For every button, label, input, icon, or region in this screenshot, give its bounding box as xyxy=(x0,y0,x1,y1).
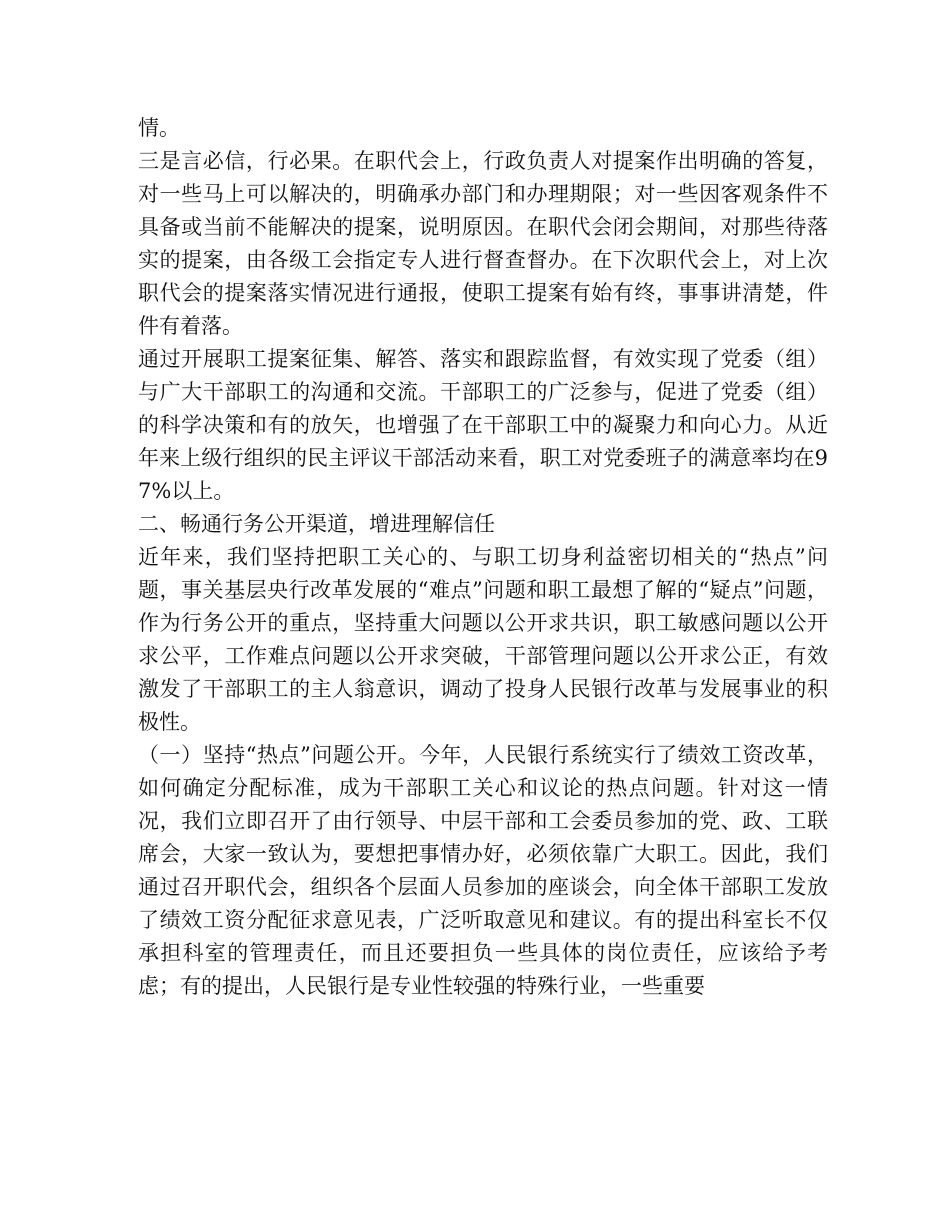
paragraph-hot-issues: （一）坚持“热点”问题公开。今年，人民银行系统实行了绩效工资改革，如何确定分配标准，成为干部职工关心和议论的热点问题。针对这一情况，我们立即召开了由行领导、中层干部和工会委员参加的党、政、工联席会，大家一致认为，要想把事情办好，必须依靠广大职工。因此，我们通过召开职代会，组织各个层面人员参加的座谈会，向全体干部职工发放了绩效工资分配征求意见表，广泛听取意见和建议。有的提出科室长不仅承担科室的管理责任，而且还要担负一些具体的岗位责任，应该给予考虑；有的提出，人民银行是专业性较强的特殊行业，一些重要 xyxy=(138,743,828,998)
paragraph-commitment: 三是言必信，行必果。在职代会上，行政负责人对提案作出明确的答复，对一些马上可以解决的，明确承办部门和办理期限；对一些因客观条件不具备或当前不能解决的提案，说明原因。在职代会闭会期间，对那些待落实的提案，由各级工会指定专人进行督查督办。在下次职代会上，对上次职代会的提案落实情况进行通报，使职工提案有始有终，事事讲清楚，件件有着落。 xyxy=(138,149,828,338)
paragraph-openness: 近年来，我们坚持把职工关心的、与职工切身利益密切相关的“热点”问题，事关基层央行改革发展的“难点”问题和职工最想了解的“疑点”问题，作为行务公开的重点，坚持重大问题以公开求共识，职工敏感问题以公开求公平，工作难点问题以公开求突破，干部管理问题以公开求公正，有效激发了干部职工的主人翁意识，调动了投身人民银行改革与发展事业的积极性。 xyxy=(138,545,828,734)
paragraph-communication: 通过开展职工提案征集、解答、落实和跟踪监督，有效实现了党委（组）与广大干部职工的沟通和交流。干部职工的广泛参与，促进了党委（组）的科学决策和有的放矢，也增强了在干部职工中的凝聚力和向心力。从近年来上级行组织的民主评议干部活动来看，职工对党委班子的满意率均在97%以上。 xyxy=(138,347,828,503)
document-body xyxy=(138,112,828,1003)
section-heading: 二、畅通行务公开渠道，增进理解信任 xyxy=(138,512,495,536)
paragraph-fragment: 情。 xyxy=(138,116,180,140)
